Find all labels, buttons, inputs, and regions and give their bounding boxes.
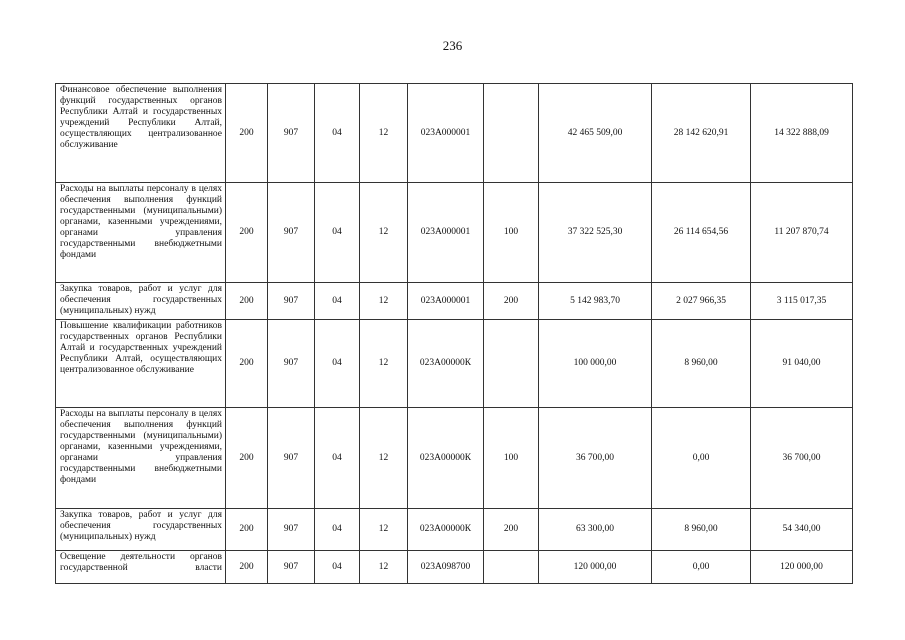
row-amount-3: 120 000,00 xyxy=(751,551,853,584)
row-code-pr: 12 xyxy=(360,84,408,183)
row-name: Закупка товаров, работ и услуг для обеспечения государственных (муниципальных) нужд xyxy=(56,509,226,551)
row-code-ved: 907 xyxy=(268,551,315,584)
row-code-pr: 12 xyxy=(360,408,408,509)
row-code-rz: 04 xyxy=(315,408,360,509)
row-amount-1: 63 300,00 xyxy=(539,509,652,551)
row-amount-3: 11 207 870,74 xyxy=(751,183,853,283)
row-code-gr: 200 xyxy=(226,283,268,320)
row-code-rz: 04 xyxy=(315,509,360,551)
row-amount-2: 8 960,00 xyxy=(652,509,751,551)
row-name: Расходы на выплаты персоналу в целях обеспечения выполнения функций государственными (муниципальными) органами, казенными учреждениями, органами управления государственными внебюджетными фондами xyxy=(56,408,226,509)
table-row xyxy=(56,183,853,283)
table-row xyxy=(56,84,853,183)
row-code-vr: 100 xyxy=(484,183,539,283)
row-code-ved: 907 xyxy=(268,283,315,320)
row-name: Повышение квалификации работников государственных органов Республики Алтай и государственных учреждений Республики Алтай, осуществляющих централизованное обслуживание xyxy=(56,320,226,408)
row-code-csr: 023А000001 xyxy=(408,84,484,183)
table-row xyxy=(56,408,853,509)
row-code-csr: 023А00000К xyxy=(408,320,484,408)
row-amount-2: 0,00 xyxy=(652,408,751,509)
row-code-vr: 100 xyxy=(484,408,539,509)
row-code-csr: 023А098700 xyxy=(408,551,484,584)
row-code-pr: 12 xyxy=(360,183,408,283)
row-amount-3: 54 340,00 xyxy=(751,509,853,551)
row-amount-3: 14 322 888,09 xyxy=(751,84,853,183)
row-code-gr: 200 xyxy=(226,183,268,283)
row-amount-1: 36 700,00 xyxy=(539,408,652,509)
row-amount-3: 3 115 017,35 xyxy=(751,283,853,320)
row-code-ved: 907 xyxy=(268,509,315,551)
row-code-rz: 04 xyxy=(315,320,360,408)
row-code-csr: 023А00000К xyxy=(408,509,484,551)
page-number: 236 xyxy=(442,38,463,53)
row-code-gr: 200 xyxy=(226,320,268,408)
row-code-vr: 200 xyxy=(484,509,539,551)
row-amount-2: 2 027 966,35 xyxy=(652,283,751,320)
row-code-csr: 023А000001 xyxy=(408,183,484,283)
row-code-gr: 200 xyxy=(226,551,268,584)
row-name: Освещение деятельности органов государственной власти xyxy=(56,551,226,584)
row-amount-1: 120 000,00 xyxy=(539,551,652,584)
row-name: Финансовое обеспечение выполнения функций государственных органов Республики Алтай и государственных учреждений Республики Алтай, осуществляющих централизованное обслуживание xyxy=(56,84,226,183)
budget-table xyxy=(55,83,853,584)
row-code-ved: 907 xyxy=(268,84,315,183)
row-code-pr: 12 xyxy=(360,283,408,320)
row-code-ved: 907 xyxy=(268,320,315,408)
row-code-vr xyxy=(484,320,539,408)
row-code-ved: 907 xyxy=(268,408,315,509)
row-name: Закупка товаров, работ и услуг для обеспечения государственных (муниципальных) нужд xyxy=(56,283,226,320)
table-row xyxy=(56,283,853,320)
row-code-gr: 200 xyxy=(226,408,268,509)
row-code-rz: 04 xyxy=(315,551,360,584)
row-code-rz: 04 xyxy=(315,84,360,183)
row-name: Расходы на выплаты персоналу в целях обеспечения выполнения функций государственными (муниципальными) органами, казенными учреждениями, органами управления государственными внебюджетными фондами xyxy=(56,183,226,283)
row-code-rz: 04 xyxy=(315,183,360,283)
row-code-ved: 907 xyxy=(268,183,315,283)
row-code-rz: 04 xyxy=(315,283,360,320)
row-amount-1: 37 322 525,30 xyxy=(539,183,652,283)
row-code-pr: 12 xyxy=(360,320,408,408)
table-row xyxy=(56,320,853,408)
row-amount-2: 28 142 620,91 xyxy=(652,84,751,183)
row-code-gr: 200 xyxy=(226,509,268,551)
row-code-pr: 12 xyxy=(360,551,408,584)
row-code-vr xyxy=(484,551,539,584)
row-code-pr: 12 xyxy=(360,509,408,551)
row-code-vr xyxy=(484,84,539,183)
row-amount-1: 5 142 983,70 xyxy=(539,283,652,320)
row-code-csr: 023А00000К xyxy=(408,408,484,509)
row-amount-2: 0,00 xyxy=(652,551,751,584)
row-amount-3: 91 040,00 xyxy=(751,320,853,408)
table-row xyxy=(56,551,853,584)
row-amount-1: 100 000,00 xyxy=(539,320,652,408)
row-amount-1: 42 465 509,00 xyxy=(539,84,652,183)
table-row xyxy=(56,509,853,551)
row-code-vr: 200 xyxy=(484,283,539,320)
row-code-gr: 200 xyxy=(226,84,268,183)
row-amount-2: 26 114 654,56 xyxy=(652,183,751,283)
row-amount-3: 36 700,00 xyxy=(751,408,853,509)
row-code-csr: 023А000001 xyxy=(408,283,484,320)
row-amount-2: 8 960,00 xyxy=(652,320,751,408)
